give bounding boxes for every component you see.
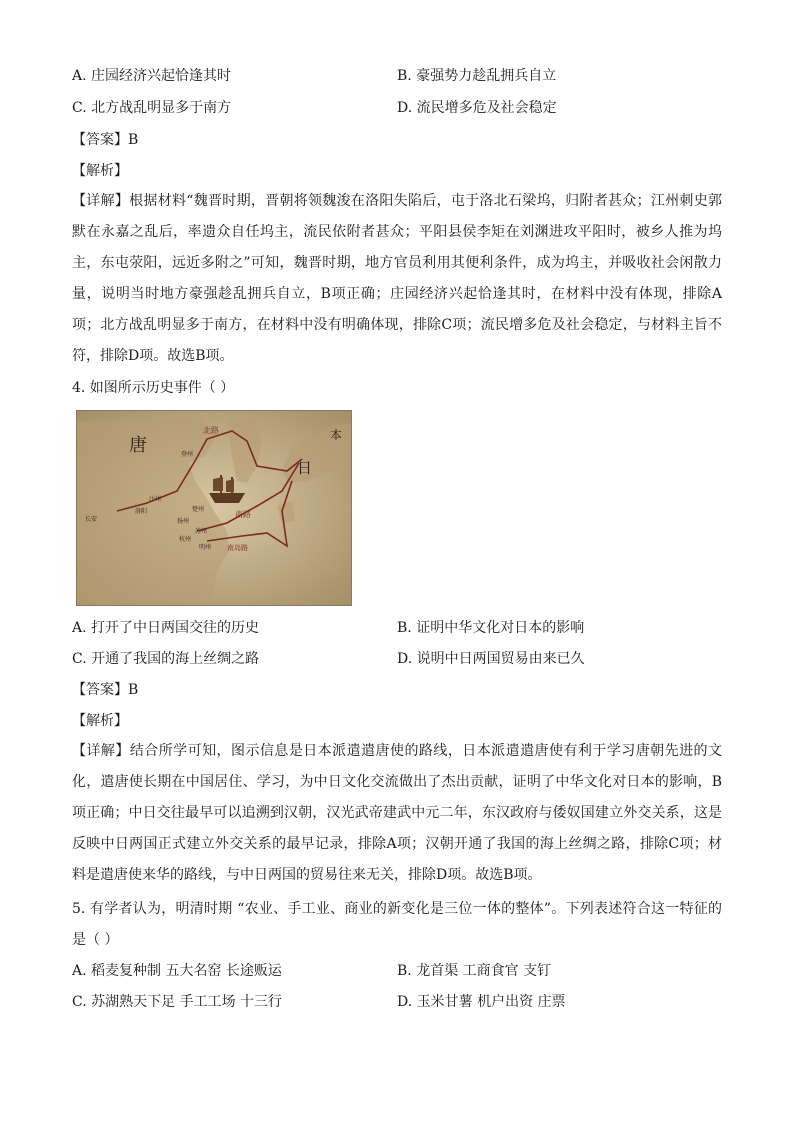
q3-option-d: D. 流民增多危及社会稳定 [397, 100, 557, 116]
q4-answer: 【答案】B [72, 682, 139, 698]
map-label-chuzhou: 楚州 [192, 506, 205, 513]
map-label-nandaolu: 南岛路 [227, 544, 248, 552]
map-label-ri: 日 [297, 459, 313, 477]
q4-stem: 4. 如图所示历史事件（ ） [72, 380, 235, 396]
q3-option-b: B. 豪强势力趁乱拥兵自立 [397, 68, 557, 84]
q4-option-a: A. 打开了中日两国交往的历史 [72, 620, 260, 636]
q5-stem: 5. 有学者认为，明清时期 “农业、手工业、商业的新变化是三位一体的整体”。下列表述符合这一特征的是（ ） [72, 901, 722, 948]
map-label-tang: 唐 [129, 435, 147, 456]
q4-detail: 【详解】结合所学可知，图示信息是日本派遣遣唐使的路线，日本派遣遣唐使有利于学习唐朝先进的文化，遣唐使长期在中国居住、学习，为中日文化交流做出了杰出贡献，证明了中华文化对日本的影响，B项正确；中日交往最早可以追溯到汉朝，汉光武帝建武中元二年，东汉政府与倭奴国建立外交关系，这是反映中日两国正式建立外交关系的最早记录，排除A项；汉朝开通了我国的海上丝绸之路，排除C项；材料是遣唐使来华的路线，与中日两国的贸易往来无关，排除D项。故选B项。 [72, 743, 722, 883]
map-label-nanlu: 南路 [235, 510, 251, 519]
q5-option-b: B. 龙首渠 工商食官 支钉 [397, 963, 552, 979]
q3-analysis-heading: 【解析】 [72, 163, 128, 179]
map-label-luoyang: 洛阳 [135, 508, 148, 515]
map-label-changan: 长安 [85, 516, 98, 523]
map-label-hangzhou: 杭州 [179, 536, 192, 543]
q5-option-a: A. 稻麦复种制 五大名窑 长途贩运 [72, 963, 282, 979]
q5-option-c: C. 苏湖熟天下足 手工工场 十三行 [72, 994, 283, 1010]
tang-japan-envoy-route-map [76, 410, 352, 606]
map-label-mingzhou: 明州 [199, 544, 212, 551]
q3-option-c: C. 北方战乱明显多于南方 [72, 100, 232, 116]
route-map-svg [77, 411, 351, 605]
q4-option-d: D. 说明中日两国贸易由来已久 [397, 651, 585, 667]
q4-analysis-heading: 【解析】 [72, 713, 128, 729]
q4-option-c: C. 开通了我国的海上丝绸之路 [72, 651, 260, 667]
map-label-dengzhou: 登州 [181, 451, 194, 458]
map-label-suzhou: 苏州 [195, 528, 208, 535]
map-label-yangzhou: 扬州 [177, 518, 190, 525]
q3-detail: 【详解】根据材料“魏晋时期，晋朝将领魏浚在洛阳失陷后，屯于洛北石梁坞，归附者甚众；江州刺史郭默在永嘉之乱后，率遗众自任坞主，流民依附者甚众；平阳县侯李矩在刘渊进攻平阳时，被乡人推为坞主，东屯荥阳，远近多附之”可知，魏晋时期，地方官员利用其便利条件，成为坞主，并吸收社会闲散力量，说明当时地方豪强趁乱拥兵自立，B项正确；庄园经济兴起恰逢其时，在材料中没有体现，排除A项；北方战乱明显多于南方，在材料中没有明确体现，排除C项；流民增多危及社会稳定，与材料主旨不符，排除D项。故选B项。 [72, 193, 722, 364]
q5-option-d: D. 玉米甘薯 机户出资 庄票 [397, 994, 566, 1010]
map-label-ben: 本 [330, 428, 343, 442]
map-label-bianzhou: 汴州 [149, 496, 162, 503]
map-label-beilu: 北路 [203, 426, 219, 435]
q4-option-b: B. 证明中华文化对日本的影响 [397, 620, 585, 636]
q3-answer: 【答案】B [72, 132, 139, 148]
q3-option-a: A. 庄园经济兴起恰逢其时 [72, 68, 232, 84]
china-landmass [77, 416, 229, 605]
